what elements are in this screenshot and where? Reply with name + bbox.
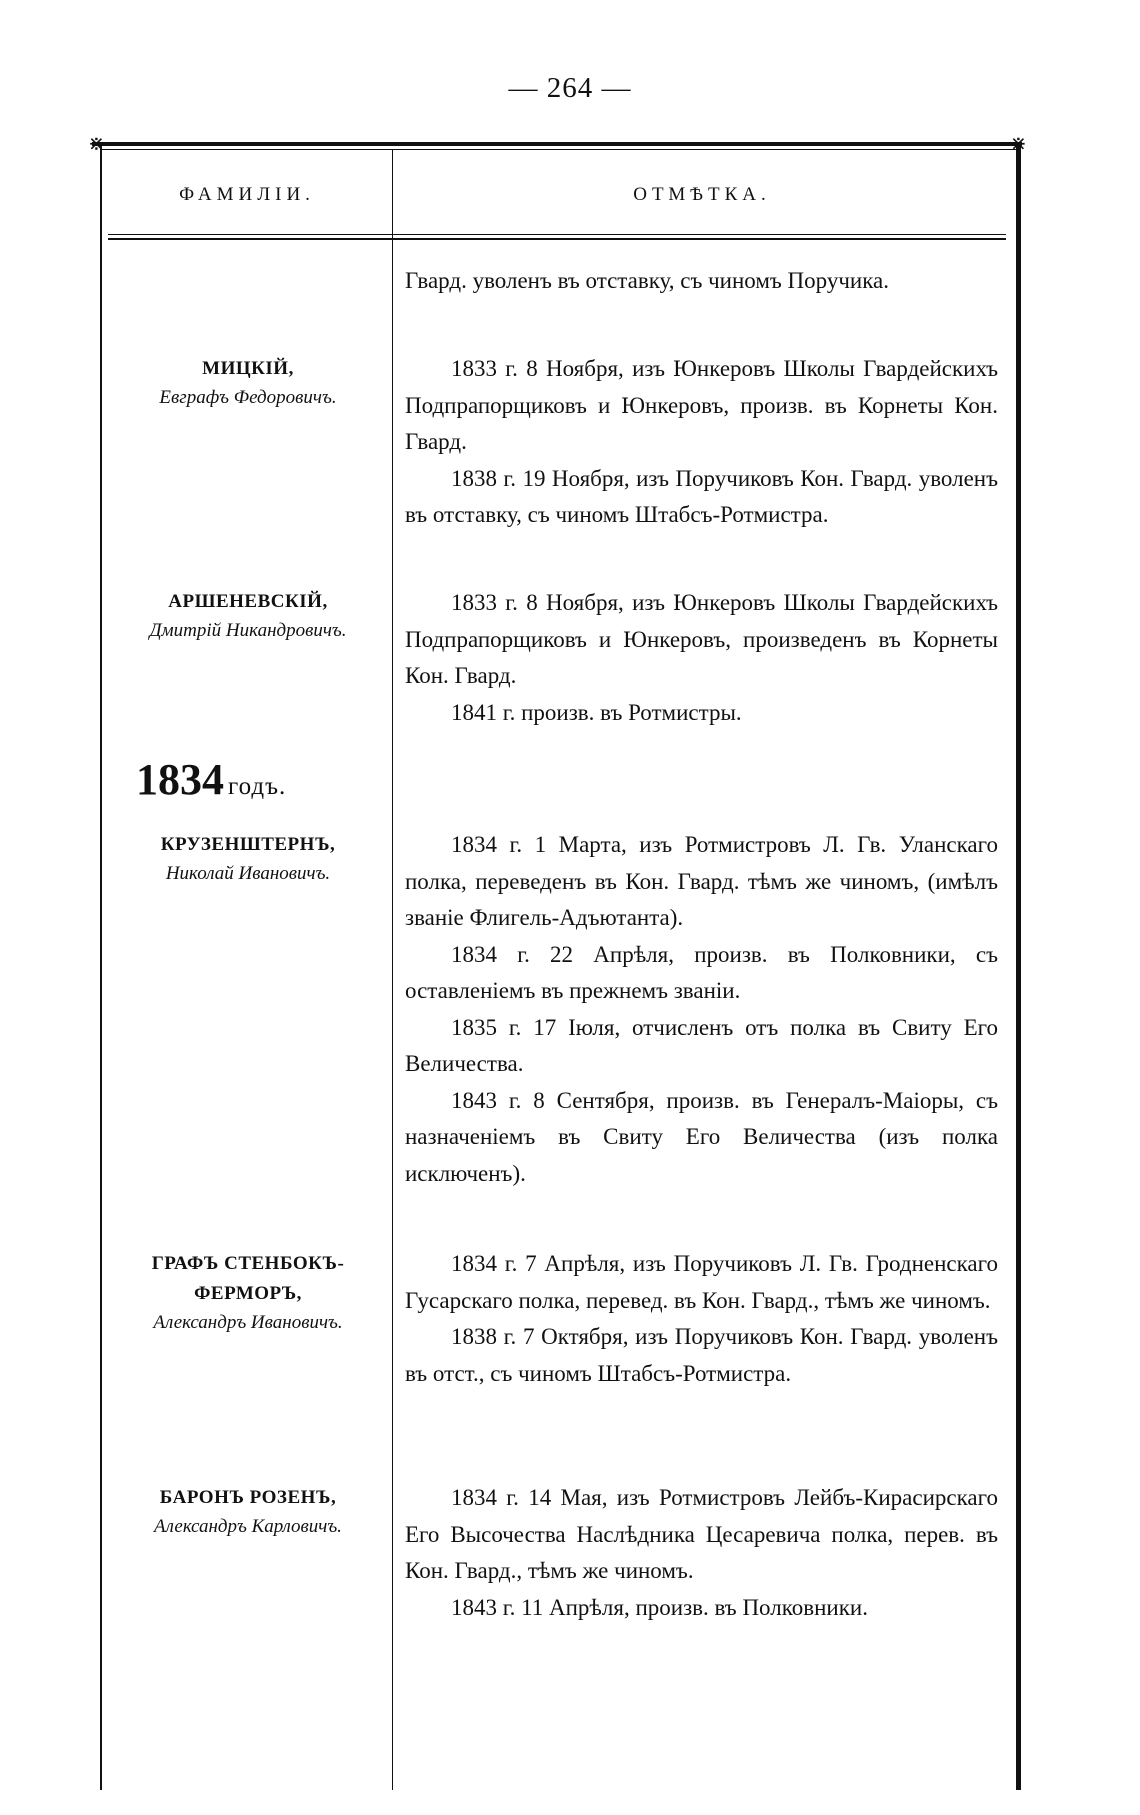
- year-number: 1834: [136, 755, 224, 804]
- note-paragraph: 1834 г. 14 Мая, изъ Ротмистровъ Лейбъ-Кирасирскаго Его Высочества Наслѣдника Цесаревича полка, перев. въ Кон. Гвард., тѣмъ же чиномъ.: [405, 1485, 998, 1583]
- notes-pre: [405, 263, 998, 300]
- page-number: — 264 —: [508, 72, 632, 104]
- header-rule: [108, 234, 1006, 235]
- name-entry-kruzenshtern: [104, 830, 392, 888]
- notes-kruzenshtern: [405, 827, 998, 1192]
- surname: БАРОНЪ РОЗЕНЪ,: [159, 1487, 337, 1508]
- given-name: Евграфъ Федоровичъ.: [159, 387, 337, 408]
- ornament-left-icon: ⋇: [88, 133, 105, 155]
- surname: ГРАФЪ СТЕНБОКЪ-ФЕРМОРЪ,: [151, 1253, 345, 1304]
- surname: КРУЗЕНШТЕРНЪ,: [160, 834, 336, 855]
- name-entry-mitsky: [104, 354, 392, 412]
- year-word: годъ.: [228, 773, 287, 800]
- note-paragraph: Гвард. уволенъ въ отставку, съ чиномъ Поручика.: [405, 268, 889, 293]
- notes-mitsky: [405, 351, 998, 534]
- name-entry-rozen: [104, 1483, 392, 1541]
- note-paragraph: 1843 г. 8 Сентября, произв. въ Генералъ-Маіоры, съ назначеніемъ въ Свиту Его Величества (изъ полка исключенъ).: [405, 1087, 998, 1186]
- name-entry-stenbock: [104, 1249, 392, 1337]
- surname: МИЦКІЙ,: [202, 358, 294, 379]
- header-rule-thick: [108, 238, 1006, 240]
- note-paragraph: 1833 г. 8 Ноября, изъ Юнкеровъ Школы Гвардейскихъ Подпрапорщиковъ и Юнкеровъ, произв. въ Корнеты Кон. Гвард.: [405, 356, 998, 454]
- given-name: Дмитрій Никандровичъ.: [149, 620, 347, 641]
- note-paragraph: 1838 г. 19 Ноября, изъ Поручиковъ Кон. Гвард. уволенъ въ отставку, съ чиномъ Штабсъ-Ротмистра.: [405, 465, 998, 527]
- surname: АРШЕНЕВСКІЙ,: [168, 591, 328, 612]
- notes-rozen: [405, 1480, 998, 1626]
- ornament-right-icon: ⋇: [1010, 133, 1027, 155]
- header-names: ФАМИЛІИ.: [179, 184, 315, 205]
- note-paragraph: 1843 г. 11 Апрѣля, произв. въ Полковники.: [451, 1594, 868, 1620]
- given-name: Александръ Ивановичъ.: [153, 1312, 343, 1333]
- year-heading: [136, 754, 396, 805]
- note-paragraph: 1834 г. 1 Марта, изъ Ротмистровъ Л. Гв. Уланскаго полка, переведенъ въ Кон. Гвард. тѣмъ же чиномъ, (имѣлъ званіе Флигель-Адъютанта).: [405, 832, 998, 930]
- header-notes: ОТМѢТКА.: [633, 184, 771, 205]
- name-entry-arshenevsky: [104, 587, 392, 645]
- note-paragraph: 1833 г. 8 Ноября, изъ Юнкеровъ Школы Гвардейскихъ Подпрапорщиковъ и Юнкеровъ, произведенъ въ Корнеты Кон. Гвард.: [405, 590, 998, 688]
- note-paragraph: 1838 г. 7 Октября, изъ Поручиковъ Кон. Гвард. уволенъ въ отст., съ чиномъ Штабсъ-Ротмистра.: [405, 1324, 998, 1386]
- notes-arshenevsky: [405, 585, 998, 731]
- note-paragraph: 1834 г. 22 Апрѣля, произв. въ Полковники, съ оставленіемъ въ прежнемъ званіи.: [405, 941, 998, 1003]
- note-paragraph: 1835 г. 17 Іюля, отчисленъ отъ полка въ Свиту Его Величества.: [405, 1014, 998, 1076]
- given-name: Александръ Карловичъ.: [154, 1516, 342, 1537]
- note-paragraph: 1841 г. произв. въ Ротмистры.: [451, 699, 742, 725]
- column-divider: [392, 150, 393, 1790]
- given-name: Николай Ивановичъ.: [165, 863, 331, 884]
- notes-stenbock: [405, 1246, 998, 1392]
- note-paragraph: 1834 г. 7 Апрѣля, изъ Поручиковъ Л. Гв. Гродненскаго Гусарскаго полка, перевед. въ Кон. Гвард., тѣмъ же чиномъ.: [405, 1251, 998, 1313]
